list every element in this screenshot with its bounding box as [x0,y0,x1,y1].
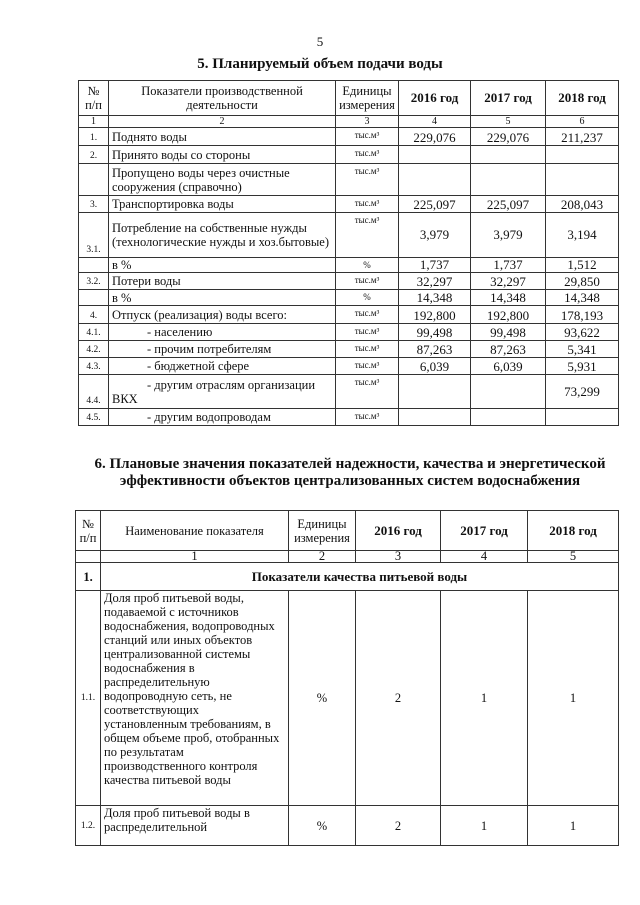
value-2017 [471,146,546,164]
value-2016: 32,297 [399,273,471,290]
header-no: № п/п [76,511,101,551]
value-2018: 208,043 [546,196,619,213]
value-2018: 29,850 [546,273,619,290]
row-number: 4. [79,306,109,324]
value-2017: 1,737 [471,258,546,273]
column-index [76,551,101,563]
unit: тыс.м³ [336,213,399,258]
value-2016: 192,800 [399,306,471,324]
table-row [79,273,619,290]
page-number: 5 [316,34,324,49]
table-row [79,358,619,375]
indicator-name: - другим отраслям организации ВКХ [109,375,336,409]
header-2018: 2018 год [546,81,619,116]
unit: тыс.м³ [336,375,399,409]
header-2017: 2017 год [471,81,546,116]
value-2018: 178,193 [546,306,619,324]
unit: тыс.м³ [336,324,399,341]
value-2016: 229,076 [399,128,471,146]
value-2017: 99,498 [471,324,546,341]
value-2018: 1,512 [546,258,619,273]
unit: тыс.м³ [336,306,399,324]
value-2016: 3,979 [399,213,471,258]
column-index: 3 [356,551,441,563]
value-2017: 6,039 [471,358,546,375]
header-2016: 2016 год [356,511,441,551]
unit: % [336,290,399,306]
indicator-name: Потери воды [109,273,336,290]
unit: тыс.м³ [336,196,399,213]
table-row [79,146,619,164]
row-number: 3. [79,196,109,213]
group-number: 1. [76,563,101,591]
value-2017: 1 [441,806,528,846]
value-2018 [546,164,619,196]
value-2018: 3,194 [546,213,619,258]
row-number: 4.4. [79,375,109,409]
value-2018: 73,299 [546,375,619,409]
value-2018: 5,341 [546,341,619,358]
row-number [79,258,109,273]
header-2017: 2017 год [441,511,528,551]
header-name: Наименование показателя [101,511,289,551]
indicator-name: Потребление на собственные нужды (технологические нужды и хоз.бытовые) [109,213,336,258]
indicator-name: - прочим потребителям [109,341,336,358]
column-index: 2 [109,116,336,128]
row-number [79,290,109,306]
value-2018 [546,146,619,164]
value-2016: 99,498 [399,324,471,341]
indicator-name: Отпуск (реализация) воды всего: [109,306,336,324]
row-number: 4.2. [79,341,109,358]
table-row [76,591,619,806]
section6-title: 6. Плановые значения показателей надежности, качества и энергетической эффективности объектов централизованных систем водоснабжения [94,456,606,489]
unit: тыс.м³ [336,164,399,196]
value-2017: 3,979 [471,213,546,258]
unit: % [289,806,356,846]
column-index: 5 [471,116,546,128]
table-row [79,164,619,196]
value-2017: 87,263 [471,341,546,358]
value-2018: 211,237 [546,128,619,146]
column-index-row [76,551,619,563]
value-2018: 5,931 [546,358,619,375]
table-row [79,258,619,273]
indicator-name: в % [109,290,336,306]
value-2017: 14,348 [471,290,546,306]
column-index: 1 [101,551,289,563]
row-number: 1.2. [76,806,101,846]
value-2018: 1 [528,806,619,846]
table-row [79,290,619,306]
header-2018: 2018 год [528,511,619,551]
indicator-name: Пропущено воды через очистные сооружения (справочно) [109,164,336,196]
indicator-name: Доля проб питьевой воды, подаваемой с источников водоснабжения, водопроводных станций или иных объектов централизованной системы водоснабжения в распределительную водопроводную сеть, не соответствующих установленным требованиям, в общем объеме проб, отобранных по результатам производственного контроля качества питьевой воды [101,591,289,806]
value-2016: 87,263 [399,341,471,358]
column-index: 4 [399,116,471,128]
unit: тыс.м³ [336,358,399,375]
column-index: 6 [546,116,619,128]
indicator-name: - другим водопроводам [109,409,336,426]
value-2018: 14,348 [546,290,619,306]
value-2017: 225,097 [471,196,546,213]
value-2016: 225,097 [399,196,471,213]
row-number: 4.3. [79,358,109,375]
table-row [79,324,619,341]
value-2017: 192,800 [471,306,546,324]
value-2016 [399,375,471,409]
indicator-name: - населению [109,324,336,341]
row-number: 1. [79,128,109,146]
indicator-name: Поднято воды [109,128,336,146]
planned-water-supply-table [78,80,619,426]
column-index: 4 [441,551,528,563]
value-2017 [471,409,546,426]
indicator-name: Транспортировка воды [109,196,336,213]
table-row [79,409,619,426]
indicator-name: Доля проб питьевой воды в распределительной [101,806,289,846]
value-2017 [471,164,546,196]
value-2017 [471,375,546,409]
value-2018: 93,622 [546,324,619,341]
value-2017: 32,297 [471,273,546,290]
header-2016: 2016 год [399,81,471,116]
column-index: 2 [289,551,356,563]
row-number: 4.1. [79,324,109,341]
value-2018: 1 [528,591,619,806]
row-number: 2. [79,146,109,164]
row-number [79,164,109,196]
unit: тыс.м³ [336,273,399,290]
reliability-indicators-table [75,510,619,846]
unit: тыс.м³ [336,146,399,164]
table-row [79,341,619,358]
value-2018 [546,409,619,426]
value-2016 [399,164,471,196]
value-2016: 1,737 [399,258,471,273]
group-row [76,563,619,591]
row-number: 3.2. [79,273,109,290]
indicator-name: - бюджетной сфере [109,358,336,375]
table-row [79,306,619,324]
header-unit: Единицы измерения [336,81,399,116]
header-row [76,511,619,551]
column-index: 1 [79,116,109,128]
table-row [76,806,619,846]
row-number: 1.1. [76,591,101,806]
unit: тыс.м³ [336,128,399,146]
unit: % [336,258,399,273]
value-2016 [399,409,471,426]
unit: % [289,591,356,806]
header-unit: Единицы измерения [289,511,356,551]
group-title: Показатели качества питьевой воды [101,563,619,591]
value-2016: 2 [356,806,441,846]
indicator-name: в % [109,258,336,273]
header-no: № п/п [79,81,109,116]
indicator-name: Принято воды со стороны [109,146,336,164]
row-number: 4.5. [79,409,109,426]
header-row [79,81,619,116]
value-2016 [399,146,471,164]
value-2016: 6,039 [399,358,471,375]
column-index-row [79,116,619,128]
section5-title: 5. Планируемый объем подачи воды [197,56,443,72]
value-2016: 2 [356,591,441,806]
table-row [79,196,619,213]
value-2016: 14,348 [399,290,471,306]
unit: тыс.м³ [336,341,399,358]
value-2017: 229,076 [471,128,546,146]
table-row [79,213,619,258]
table-row [79,375,619,409]
column-index: 5 [528,551,619,563]
value-2017: 1 [441,591,528,806]
header-name: Показатели производственной деятельности [109,81,336,116]
unit: тыс.м³ [336,409,399,426]
table-row [79,128,619,146]
row-number: 3.1. [79,213,109,258]
column-index: 3 [336,116,399,128]
